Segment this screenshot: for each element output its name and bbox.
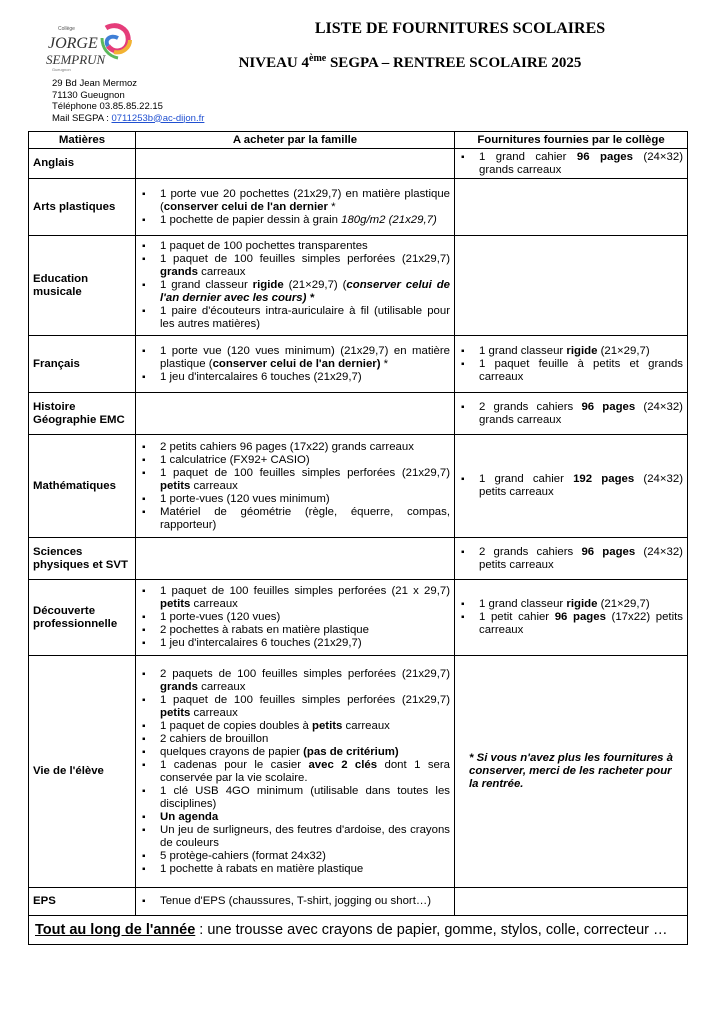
family-supply-item: ▪ 1 porte-vues (120 vues) <box>160 611 450 624</box>
college-supply-list <box>459 151 683 177</box>
college-supply-item: ▪ 2 grands cahiers 96 pages (24×32) grands carreaux <box>479 401 683 427</box>
college-supplies-cell <box>455 656 688 888</box>
college-supply-list <box>459 345 683 384</box>
college-supplies-cell <box>455 236 688 336</box>
college-supply-item: ▪ 1 grand cahier 192 pages (24×32) petits carreaux <box>479 473 683 499</box>
college-supply-list <box>459 598 683 637</box>
family-supplies-cell <box>136 149 455 179</box>
college-logo <box>44 18 134 74</box>
header-family: A acheter par la famille <box>136 132 455 149</box>
page-subtitle: NIVEAU 4ème SEGPA – RENTREE SCOLAIRE 2025 <box>238 53 582 71</box>
subject-cell: Arts plastiques <box>29 179 136 236</box>
family-supply-item: ▪ 1 paquet de copies doubles à petits carreaux <box>160 720 450 733</box>
family-supply-item: ▪ Un agenda <box>160 811 450 824</box>
family-supply-item: ▪ 1 paire d'écouteurs intra-auriculaire à fil (utilisable pour les autres matières) <box>160 305 450 331</box>
family-supply-item: ▪ 2 paquets de 100 feuilles simples perforées (21x29,7) grands carreaux <box>160 668 450 694</box>
table-row <box>29 336 688 393</box>
family-supplies-cell <box>136 336 455 393</box>
footer-row <box>29 916 688 945</box>
college-supply-item: ▪ 1 petit cahier 96 pages (17x22) petits carreaux <box>479 611 683 637</box>
college-supplies-cell <box>455 336 688 393</box>
college-supplies-cell <box>455 888 688 916</box>
subject-cell: Mathématiques <box>29 435 136 538</box>
table-row <box>29 538 688 580</box>
svg-text:Gueugnon: Gueugnon <box>52 67 71 72</box>
svg-text:Collège: Collège <box>58 26 75 32</box>
table-row <box>29 393 688 435</box>
family-supply-list <box>140 585 450 650</box>
family-supply-item: ▪ 2 pochettes à rabats en matière plastique <box>160 624 450 637</box>
college-supply-item: ▪ 1 grand cahier 96 pages (24×32) grands carreaux <box>479 151 683 177</box>
school-address: 29 Bd Jean Mermoz 71130 Gueugnon Téléphone 03.85.85.22.15 Mail SEGPA : 0711253b@ac-dijon.fr <box>52 78 205 124</box>
college-supplies-cell <box>455 149 688 179</box>
family-supply-item: ▪ Matériel de géométrie (règle, équerre, compas, rapporteur) <box>160 506 450 532</box>
subject-cell: Anglais <box>29 149 136 179</box>
family-supplies-cell <box>136 236 455 336</box>
subject-cell: Vie de l'élève <box>29 656 136 888</box>
header-college: Fournitures fournies par le collège <box>455 132 688 149</box>
mail-link[interactable]: 0711253b@ac-dijon.fr <box>111 112 205 124</box>
family-supplies-cell <box>136 888 455 916</box>
family-supply-item: ▪ 5 protège-cahiers (format 24x32) <box>160 850 450 863</box>
family-supply-item: ▪ 1 porte-vues (120 vues minimum) <box>160 493 450 506</box>
svg-text:SEMPRUN: SEMPRUN <box>46 52 106 67</box>
subject-cell: Français <box>29 336 136 393</box>
college-supply-list <box>459 473 683 499</box>
family-supplies-cell <box>136 538 455 580</box>
college-note: * Si vous n'avez plus les fournitures à conserver, merci de les racheter pour la rentrée. <box>469 752 674 790</box>
subject-cell: Education musicale <box>29 236 136 336</box>
subject-cell: EPS <box>29 888 136 916</box>
family-supply-list <box>140 240 450 331</box>
college-supplies-cell <box>455 435 688 538</box>
family-supplies-cell <box>136 393 455 435</box>
family-supplies-cell <box>136 656 455 888</box>
table-row <box>29 656 688 888</box>
family-supply-item: ▪ 2 cahiers de brouillon <box>160 733 450 746</box>
family-supply-item: ▪ 1 pochette à rabats en matière plastique <box>160 863 450 876</box>
family-supply-item: ▪ 1 paquet de 100 feuilles simples perforées (21x29,7) petits carreaux <box>160 694 450 720</box>
table-header-row <box>29 132 688 149</box>
college-supply-item: ▪ 1 grand classeur rigide (21×29,7) <box>479 345 683 358</box>
family-supply-item: ▪ Un jeu de surligneurs, des feutres d'ardoise, des crayons de couleurs <box>160 824 450 850</box>
family-supply-item: ▪ 1 pochette de papier dessin à grain 180g/m2 (21x29,7) <box>160 214 450 227</box>
family-supply-item: ▪ 2 petits cahiers 96 pages (17x22) grands carreaux <box>160 441 450 454</box>
page-title: LISTE DE FOURNITURES SCOLAIRES <box>314 20 606 37</box>
family-supply-item: ▪ 1 paquet de 100 feuilles simples perforées (21x29,7) petits carreaux <box>160 467 450 493</box>
family-supply-list <box>140 345 450 384</box>
family-supply-item: ▪ 1 jeu d'intercalaires 6 touches (21x29,7) <box>160 637 450 650</box>
college-supply-item: ▪ 1 grand classeur rigide (21×29,7) <box>479 598 683 611</box>
family-supply-item: ▪ quelques crayons de papier (pas de critérium) <box>160 746 450 759</box>
family-supply-list <box>140 895 450 908</box>
subject-cell: Histoire Géographie EMC <box>29 393 136 435</box>
table-row <box>29 580 688 656</box>
subject-cell: Sciences physiques et SVT <box>29 538 136 580</box>
family-supply-item: ▪ 1 paquet de 100 pochettes transparentes <box>160 240 450 253</box>
college-supplies-cell <box>455 580 688 656</box>
family-supply-item: ▪ 1 calculatrice (FX92+ CASIO) <box>160 454 450 467</box>
footer-note: Tout au long de l'année : une trousse avec crayons de papier, gomme, stylos, colle, correcteur … <box>29 916 688 945</box>
table-row <box>29 236 688 336</box>
table-row <box>29 149 688 179</box>
family-supply-item: ▪ 1 cadenas pour le casier avec 2 clés dont 1 sera conservée par la vie scolaire. <box>160 759 450 785</box>
family-supply-item: ▪ 1 paquet de 100 feuilles simples perforées (21x29,7) grands carreaux <box>160 253 450 279</box>
table-row <box>29 888 688 916</box>
family-supply-list <box>140 441 450 532</box>
svg-text:JORGE: JORGE <box>48 35 98 52</box>
family-supply-item: ▪ 1 clé USB 4GO minimum (utilisable dans toutes les disciplines) <box>160 785 450 811</box>
family-supply-item: ▪ 1 jeu d'intercalaires 6 touches (21x29,7) <box>160 371 450 384</box>
header-subject: Matières <box>29 132 136 149</box>
family-supply-item: ▪ Tenue d'EPS (chaussures, T-shirt, jogging ou short…) <box>160 895 450 908</box>
family-supply-item: ▪ 1 grand classeur rigide (21×29,7) (conserver celui de l'an dernier avec les cours) * <box>160 279 450 305</box>
table-row <box>29 179 688 236</box>
subject-cell: Découverte professionnelle <box>29 580 136 656</box>
family-supply-item: ▪ 1 porte vue (120 vues minimum) (21x29,7) en matière plastique (conserver celui de l'an dernier) * <box>160 345 450 371</box>
college-supply-item: ▪ 2 grands cahiers 96 pages (24×32) petits carreaux <box>479 546 683 572</box>
family-supply-list <box>140 668 450 876</box>
supplies-table <box>28 131 688 945</box>
college-supply-list <box>459 546 683 572</box>
family-supplies-cell <box>136 435 455 538</box>
college-supplies-cell <box>455 179 688 236</box>
table-row <box>29 435 688 538</box>
family-supply-item: ▪ 1 porte vue 20 pochettes (21x29,7) en matière plastique (conserver celui de l'an dernier * <box>160 188 450 214</box>
college-supplies-cell <box>455 393 688 435</box>
family-supplies-cell <box>136 580 455 656</box>
college-supply-list <box>459 401 683 427</box>
family-supplies-cell <box>136 179 455 236</box>
family-supply-item: ▪ 1 paquet de 100 feuilles simples perforées (21 x 29,7) petits carreaux <box>160 585 450 611</box>
college-supplies-cell <box>455 538 688 580</box>
college-supply-item: ▪ 1 paquet feuille à petits et grands carreaux <box>479 358 683 384</box>
family-supply-list <box>140 188 450 227</box>
